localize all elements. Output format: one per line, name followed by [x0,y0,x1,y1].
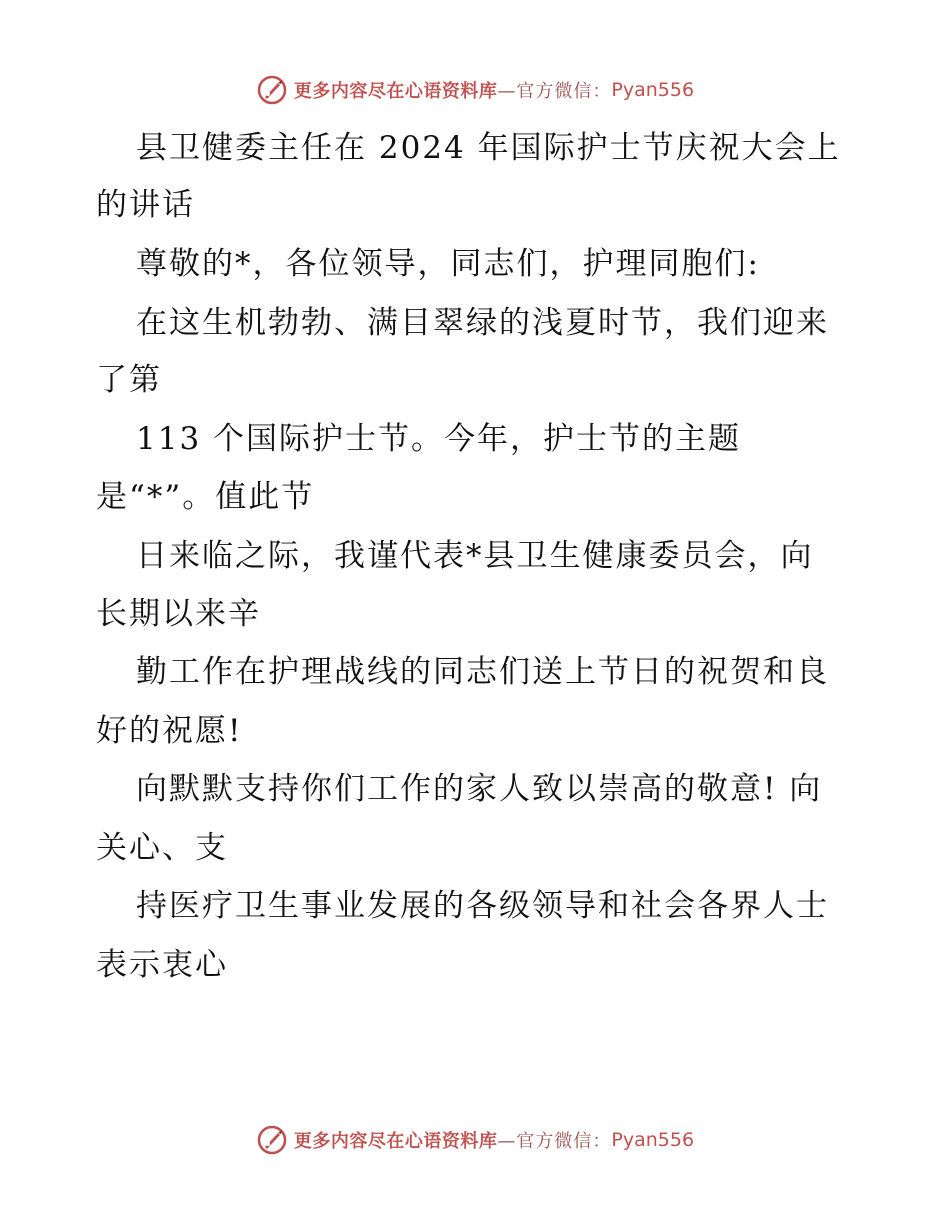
header-watermark [0,70,950,110]
quill-seal-icon [256,74,288,106]
text-line: 表示衷心 [96,947,228,983]
text-line: 关心、支 [96,830,228,866]
text-line: 县卫健委主任在 2024 年国际护士节庆祝大会上 [136,130,841,166]
watermark-dash-text: —官方微信： [497,1131,612,1152]
watermark-id-text: Pyan556 [611,79,695,101]
text-line: 向默默支持你们工作的家人致以崇高的敬意! 向 [136,771,823,807]
text-line: 好的祝愿! [96,713,243,749]
text-line: 勤工作在护理战线的同志们送上节日的祝贺和良 [136,654,829,690]
text-line: 在这生机勃勃、满目翠绿的浅夏时节，我们迎来 [136,305,829,341]
quill-seal-icon [256,1124,288,1156]
text-line: 尊敬的*，各位领导，同志们，护理同胞们: [136,246,760,282]
text-line: 的讲话 [96,187,195,223]
text-line: 长期以来辛 [96,596,261,632]
text-line: 持医疗卫生事业发展的各级领导和社会各界人士 [136,888,829,924]
watermark-main-text: 更多内容尽在心语资料库 [293,81,498,102]
footer-watermark [0,1120,950,1160]
text-line: 日来临之际，我谨代表*县卫生健康委员会，向 [136,538,814,574]
watermark-main-text: 更多内容尽在心语资料库 [293,1131,498,1152]
text-line: 是“*”。值此节 [96,479,315,515]
watermark-id-text: Pyan556 [611,1129,695,1151]
text-line: 了第 [96,362,162,398]
watermark-dash-text: —官方微信： [497,81,612,102]
text-line: 113 个国际护士节。今年，护士节的主题 [136,421,742,457]
